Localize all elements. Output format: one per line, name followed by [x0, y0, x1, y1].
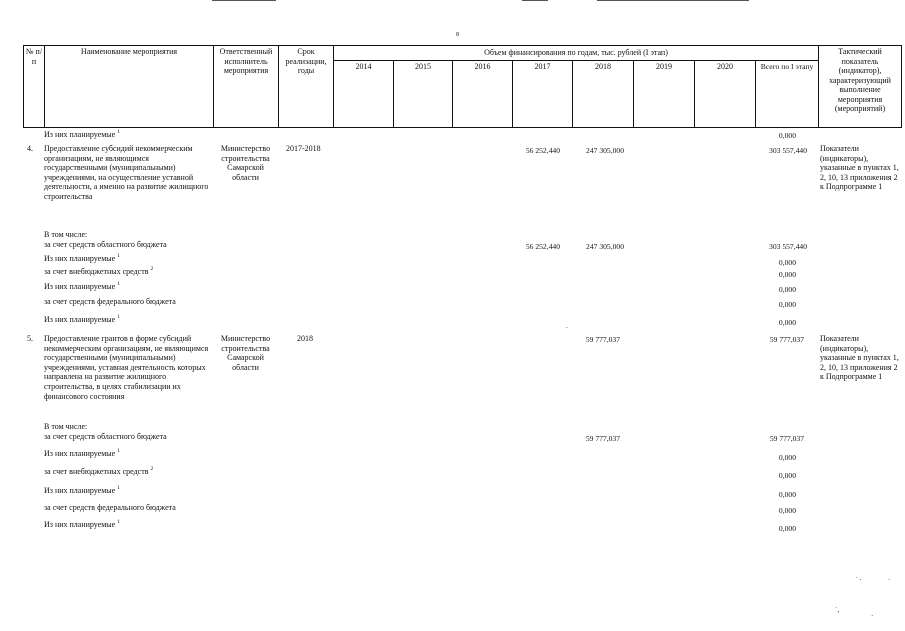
header-year-2016: 2016: [474, 62, 491, 71]
top-rule-left: [212, 0, 276, 1]
header-col-total: Всего по I этапу: [760, 62, 814, 71]
header-year-2014: 2014: [355, 62, 372, 71]
item-5-name: Предоставление грантов в форме субсидий некоммерческим организациям, не являющимся государственными (муниципальными) учреждениями, уставная деятельность которых направлена на развитие жилищного строительства, в целях стабилизации их финансового состояния: [44, 334, 209, 401]
scan-mark-2: ·: [888, 576, 891, 584]
item-5-regional-label: за счет средств областного бюджета: [44, 432, 167, 441]
item-4-total: 303 557,440: [769, 146, 807, 155]
item-5-planned-2-total: 0,000: [778, 490, 796, 499]
scan-mark-4: ·: [871, 612, 874, 620]
item-4-2018: 247 305,000: [586, 146, 624, 155]
header-year-2018: 2018: [595, 62, 611, 71]
header-year-2015: 2015: [415, 62, 431, 71]
item-4-regional-2017: 56 252,440: [525, 242, 560, 251]
item-4-federal-total: 0,000: [778, 300, 796, 309]
item-5-term: 2018: [297, 334, 313, 343]
header-col-funding: Объем финансирования по годам, тыс. рублей (I этап): [484, 48, 668, 57]
item-4-regional-label: за счет средств областного бюджета: [44, 240, 167, 249]
item-4-indicator: Показатели (индикаторы), указанные в пунктах 1, 2, 10, 13 приложения 2 к Подпрограмме 1: [820, 144, 899, 192]
item-5-extra-total: 0,000: [778, 471, 796, 480]
item-5-federal-total: 0,000: [778, 506, 796, 515]
top-rule-mid: [522, 0, 548, 1]
scan-speck: .: [566, 322, 568, 330]
header-col-name: Наименование мероприятия: [80, 47, 178, 56]
header-col-no: № п/п: [25, 47, 43, 66]
item-5-planned-2: Из них планируемые $^1$: [44, 485, 120, 495]
item-4-planned-2: Из них планируемые $^1$: [44, 281, 120, 291]
item-4-including: В том числе:: [44, 230, 88, 239]
item-4-regional-total: 303 557,440: [769, 242, 807, 251]
item-5-responsible: Министерство строительства Самарской области: [220, 334, 271, 372]
item-4-term: 2017-2018: [286, 144, 321, 153]
top-planned-label: Из них планируемые $^1$: [44, 129, 120, 139]
item-5-total: 59 777,037: [769, 335, 804, 344]
top-planned-total: 0,000: [778, 131, 796, 140]
item-5-planned-3-total: 0,000: [778, 524, 796, 533]
header-year-2020: 2020: [717, 62, 733, 71]
item-4-planned-3-total: 0,000: [778, 318, 796, 327]
item-5-2018: 59 777,037: [585, 335, 620, 344]
item-4-federal-label: за счет средств федерального бюджета: [44, 297, 176, 306]
header-year-2019: 2019: [656, 62, 672, 71]
item-4-extra-budget: за счет внебюджетных средств $^2$: [44, 266, 154, 276]
item-5-number: 5.: [27, 334, 33, 343]
item-4-planned-3: Из них планируемые $^1$: [44, 314, 120, 324]
page-number: 8: [456, 32, 459, 38]
header-col-responsible: Ответственный исполнитель мероприятия: [219, 47, 273, 75]
item-4-regional-2018: 247 305,000: [586, 242, 624, 251]
item-5-planned-1: Из них планируемые $^1$: [44, 448, 120, 458]
item-4-extra-total: 0,000: [778, 270, 796, 279]
item-4-planned-1-total: 0,000: [778, 258, 796, 267]
item-4-planned-2-total: 0,000: [778, 285, 796, 294]
item-5-regional-2018: 59 777,037: [585, 434, 620, 443]
item-5-federal-label: за счет средств федерального бюджета: [44, 503, 176, 512]
item-4-planned-1: Из них планируемые $^1$: [44, 253, 120, 263]
scan-mark-3: ˙,: [835, 606, 840, 614]
item-5-planned-1-total: 0,000: [778, 453, 796, 462]
item-4-responsible: Министерство строительства Самарской области: [220, 144, 271, 182]
top-rule-right: [597, 0, 749, 1]
item-5-including: В том числе:: [44, 422, 88, 431]
item-4-name: Предоставление субсидий некоммерческим организациям, не являющимся государственными (муниципальными) учреждениями, на осуществление уставной деятельности, а именно на развитие жилищного строительства: [44, 144, 209, 201]
item-5-regional-total: 59 777,037: [769, 434, 804, 443]
item-4-2017: 56 252,440: [525, 146, 560, 155]
header-col-term: Срок реализации, годы: [285, 47, 327, 75]
header-col-indicator: Тактический показатель (индикатор), характеризующий выполнение мероприятия (мероприятий): [829, 47, 891, 113]
item-5-extra-budget: за счет внебюджетных средств $^2$: [44, 466, 154, 476]
header-year-2017: 2017: [534, 62, 551, 71]
scan-mark-1: ˙ ·: [855, 576, 862, 584]
item-5-indicator: Показатели (индикаторы), указанные в пунктах 1, 2, 10, 13 приложения 2 к Подпрограмме 1: [820, 334, 899, 382]
item-5-planned-3: Из них планируемые $^1$: [44, 519, 120, 529]
item-4-number: 4.: [27, 144, 33, 153]
